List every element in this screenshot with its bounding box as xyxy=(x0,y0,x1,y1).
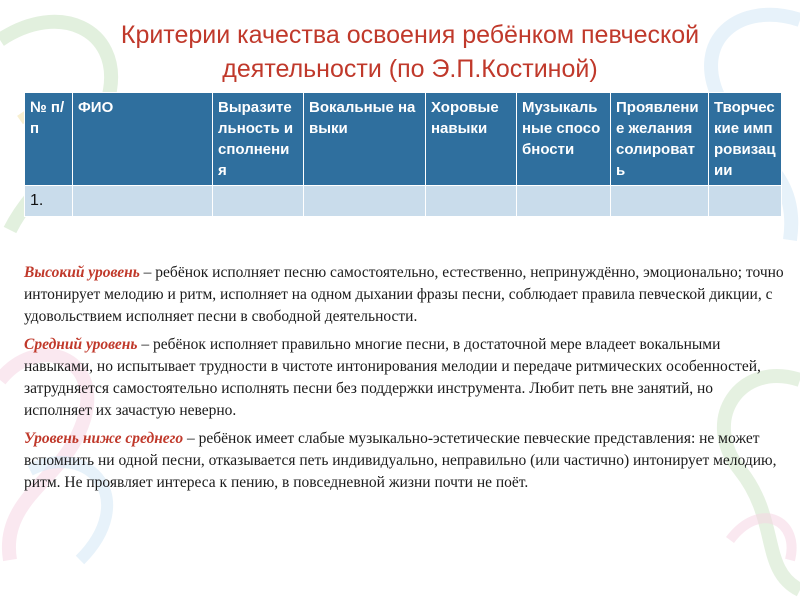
table-cell xyxy=(73,186,213,217)
level-name: Уровень ниже среднего xyxy=(24,430,184,447)
level-low xyxy=(24,428,784,494)
table-header-row xyxy=(25,93,782,186)
criteria-table xyxy=(24,92,782,217)
table-cell xyxy=(304,186,426,217)
page-title: Критерии качества освоения ребёнком певческой деятельности (по Э.П.Костиной) xyxy=(120,21,700,83)
level-text: – ребёнок имеет слабые музыкально-эстетические певческие представления: не может вспомнить ни одной песни, отказывается петь индивидуально, неправильно (или частично) интонирует мелодию, ритм. Не проявляет интереса к пению, в повседневной жизни почти не поёт. xyxy=(24,430,777,491)
level-descriptions xyxy=(24,262,784,500)
table-cell: 1. xyxy=(25,186,73,217)
level-medium xyxy=(24,334,784,422)
column-header: Хоровые навыки xyxy=(426,93,517,186)
level-text: – ребёнок исполняет песню самостоятельно, естественно, непринуждённо, эмоционально; точно интонирует мелодию и ритм, исполняет на одном дыхании фразы песни, соблюдает правила певческой дикции, с удовольствием исполняет песни в свободной деятельности. xyxy=(24,264,784,325)
level-text: – ребёнок исполняет правильно многие песни, в достаточной мере владеет вокальными навыками, но испытывает трудности в чистоте интонирования мелодии и передаче ритмических особенностей, затрудняется самостоятельно исполнять песни без поддержки инструмента. Любит петь вне занятий, но исполняет их зачастую неверно. xyxy=(24,336,761,419)
table-cell xyxy=(517,186,611,217)
column-header: Творческие импровизации xyxy=(709,93,782,186)
column-header: ФИО xyxy=(73,93,213,186)
table-cell xyxy=(213,186,304,217)
criteria-table-container xyxy=(24,92,781,217)
table-row xyxy=(25,186,782,217)
table-cell xyxy=(426,186,517,217)
level-name: Высокий уровень xyxy=(24,264,140,281)
level-high xyxy=(24,262,784,328)
column-header: № п/п xyxy=(25,93,73,186)
column-header: Выразительность исполнения xyxy=(213,93,304,186)
column-header: Вокальные навыки xyxy=(304,93,426,186)
table-cell xyxy=(709,186,782,217)
level-name: Средний уровень xyxy=(24,336,138,353)
column-header: Проявление желания солировать xyxy=(611,93,709,186)
table-cell xyxy=(611,186,709,217)
column-header: Музыкальные способности xyxy=(517,93,611,186)
